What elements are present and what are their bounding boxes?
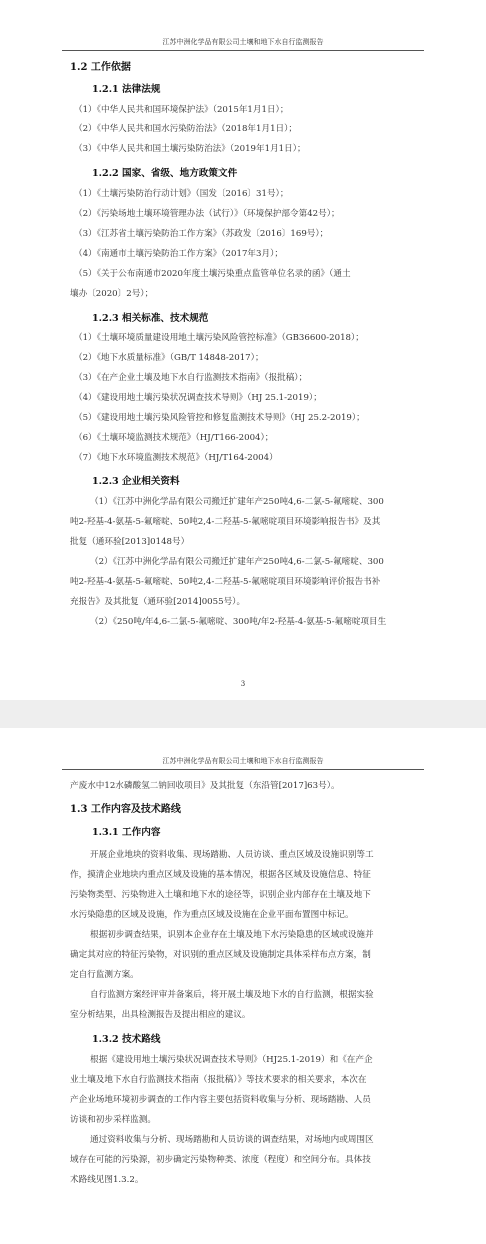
list-item: （1）《中华人民共和国环境保护法》（2015年1月1日）；	[74, 105, 289, 115]
list-item: （2）《江苏中洲化学品有限公司搬迁扩建年产250吨4,6-二氯-5-氟嘧啶、300	[90, 557, 384, 567]
list-item: （5）《建设用地土壤污染风险管控和修复监测技术导则》（HJ 25.2-2019）；	[74, 413, 365, 423]
list-item: （7）《地下水环境监测技术规范》（HJ/T164-2004）	[74, 453, 278, 463]
page-number: 3	[240, 680, 246, 688]
report-page-4	[0, 728, 486, 1244]
subsection-heading: 1.3.2 技术路线	[92, 1034, 161, 1045]
paragraph-line: 开展企业地块的资料收集、现场踏勘、人员访谈、重点区域及设施识别等工	[90, 850, 374, 860]
subsection-heading: 1.3.1 工作内容	[92, 827, 161, 838]
list-item: （4）《建设用地土壤污染状况调查技术导则》（HJ 25.1-2019）；	[74, 393, 322, 403]
list-item: （6）《土壤环境监测技术规范》（HJ/T166-2004）；	[74, 433, 274, 443]
paragraph-line: 水污染隐患的区域及设施，作为重点区域及设施在企业平面布置图中标记。	[70, 910, 354, 920]
paragraph-line: 产企业场地环境初步调查的工作内容主要包括资料收集与分析、现场踏勘、人员	[70, 1095, 371, 1105]
paragraph-line: 根据初步调查结果，识别本企业存在土壤及地下水污染隐患的区域或设施并	[90, 930, 374, 940]
list-item-continuation: 壤办〔2020〕2号）；	[70, 289, 154, 299]
list-item: （3）《在产企业土壤及地下水自行监测技术指南》（报批稿）；	[74, 373, 308, 383]
list-item-continuation: 产废水中12水磷酸氢二钠回收项目》及其批复（东沿管[2017]63号）。	[70, 781, 340, 791]
list-item: （2）《污染场地土壤环境管理办法（试行）》（环境保护部令第42号）；	[74, 209, 340, 219]
section-heading: 1.3 工作内容及技术路线	[70, 804, 181, 815]
paragraph-line: 作，摸清企业地块内重点区域及设施的基本情况，根据各区域及设施信息、特征	[70, 870, 371, 880]
paragraph-line: 污染物类型、污染物进入土壤和地下水的途径等，识别企业内部存在土壤及地下	[70, 890, 371, 900]
paragraph-line: 访谈和初步采样监测。	[70, 1115, 156, 1125]
list-item-continuation: 充报告》及其批复（通环验[2014]0055号）。	[70, 597, 246, 607]
list-item: （1）《土壤污染防治行动计划》（国发〔2016〕31号）；	[74, 189, 289, 199]
paragraph-line: 术路线见图1.3.2。	[70, 1175, 144, 1185]
paragraph-line: 确定其对应的特征污染物，对识别的重点区域及设施制定具体采样布点方案，制	[70, 950, 371, 960]
paragraph-line: 业土壤及地下水自行监测技术指南（报批稿）》等技术要求的相关要求，本次在	[70, 1075, 367, 1085]
paragraph-line: 定自行监测方案。	[70, 970, 139, 980]
subsection-heading: 1.2.3 企业相关资料	[92, 476, 180, 487]
list-item: （2）《地下水质量标准》（GB/T 14848-2017）；	[74, 353, 264, 363]
list-item-continuation: 批复（通环验[2013]0148号）	[70, 537, 190, 547]
subsection-heading: 1.2.2 国家、省级、地方政策文件	[92, 168, 238, 179]
list-item-continuation: 吨2-羟基-4-氨基-5-氟嘧啶、50吨2,4-二羟基-5-氟嘧啶项目环境影响评价报告书补	[70, 577, 381, 587]
list-item: （1）《土壤环境质量建设用地土壤污染风险管控标准》（GB36600-2018）；	[74, 333, 364, 343]
subsection-heading: 1.2.3 相关标准、技术规范	[92, 313, 209, 324]
list-item: （5）《关于公布南通市2020年度土壤污染重点监管单位名录的函》（通土	[74, 269, 351, 279]
list-item-continuation: 吨2-羟基-4-氨基-5-氟嘧啶、50吨2,4-二羟基-5-氟嘧啶项目环境影响报告书》及其	[70, 517, 381, 527]
paragraph-line: 域存在可能的污染源，初步确定污染物种类、浓度（程度）和空间分布。具体技	[70, 1155, 371, 1165]
paragraph-line: 通过资料收集与分析、现场踏勘和人员访谈的调查结果，对场地内或周围区	[90, 1135, 374, 1145]
list-item: （1）《江苏中洲化学品有限公司搬迁扩建年产250吨4,6-二氯-5-氟嘧啶、300	[90, 497, 384, 507]
list-item: （3）《中华人民共和国土壤污染防治法》（2019年1月1日）；	[74, 144, 306, 154]
list-item: （4）《南通市土壤污染防治工作方案》（2017年3月）；	[74, 249, 283, 259]
section-heading: 1.2 工作依据	[70, 62, 131, 73]
subsection-heading: 1.2.1 法律法规	[92, 84, 161, 95]
paragraph-line: 根据《建设用地土壤污染状况调查技术导则》（HJ25.1-2019）和《在产企	[90, 1055, 373, 1065]
list-item: （3）《江苏省土壤污染防治工作方案》（苏政发〔2016〕169号）；	[74, 229, 329, 239]
paragraph-line: 自行监测方案经评审并备案后，将开展土壤及地下水的自行监测，根据实验	[90, 990, 374, 1000]
paragraph-line: 室分析结果，出具检测报告及提出相应的建议。	[70, 1010, 251, 1020]
page-header: 江苏中洲化学品有限公司土壤和地下水自行监测报告	[62, 37, 424, 51]
list-item: （2）《250吨/年4,6-二氯-5-氟嘧啶、300吨/年2-羟基-4-氨基-5-氟嘧啶项目生	[90, 617, 387, 627]
list-item: （2）《中华人民共和国水污染防治法》（2018年1月1日）；	[74, 124, 298, 134]
page-header: 江苏中洲化学品有限公司土壤和地下水自行监测报告	[62, 756, 424, 770]
